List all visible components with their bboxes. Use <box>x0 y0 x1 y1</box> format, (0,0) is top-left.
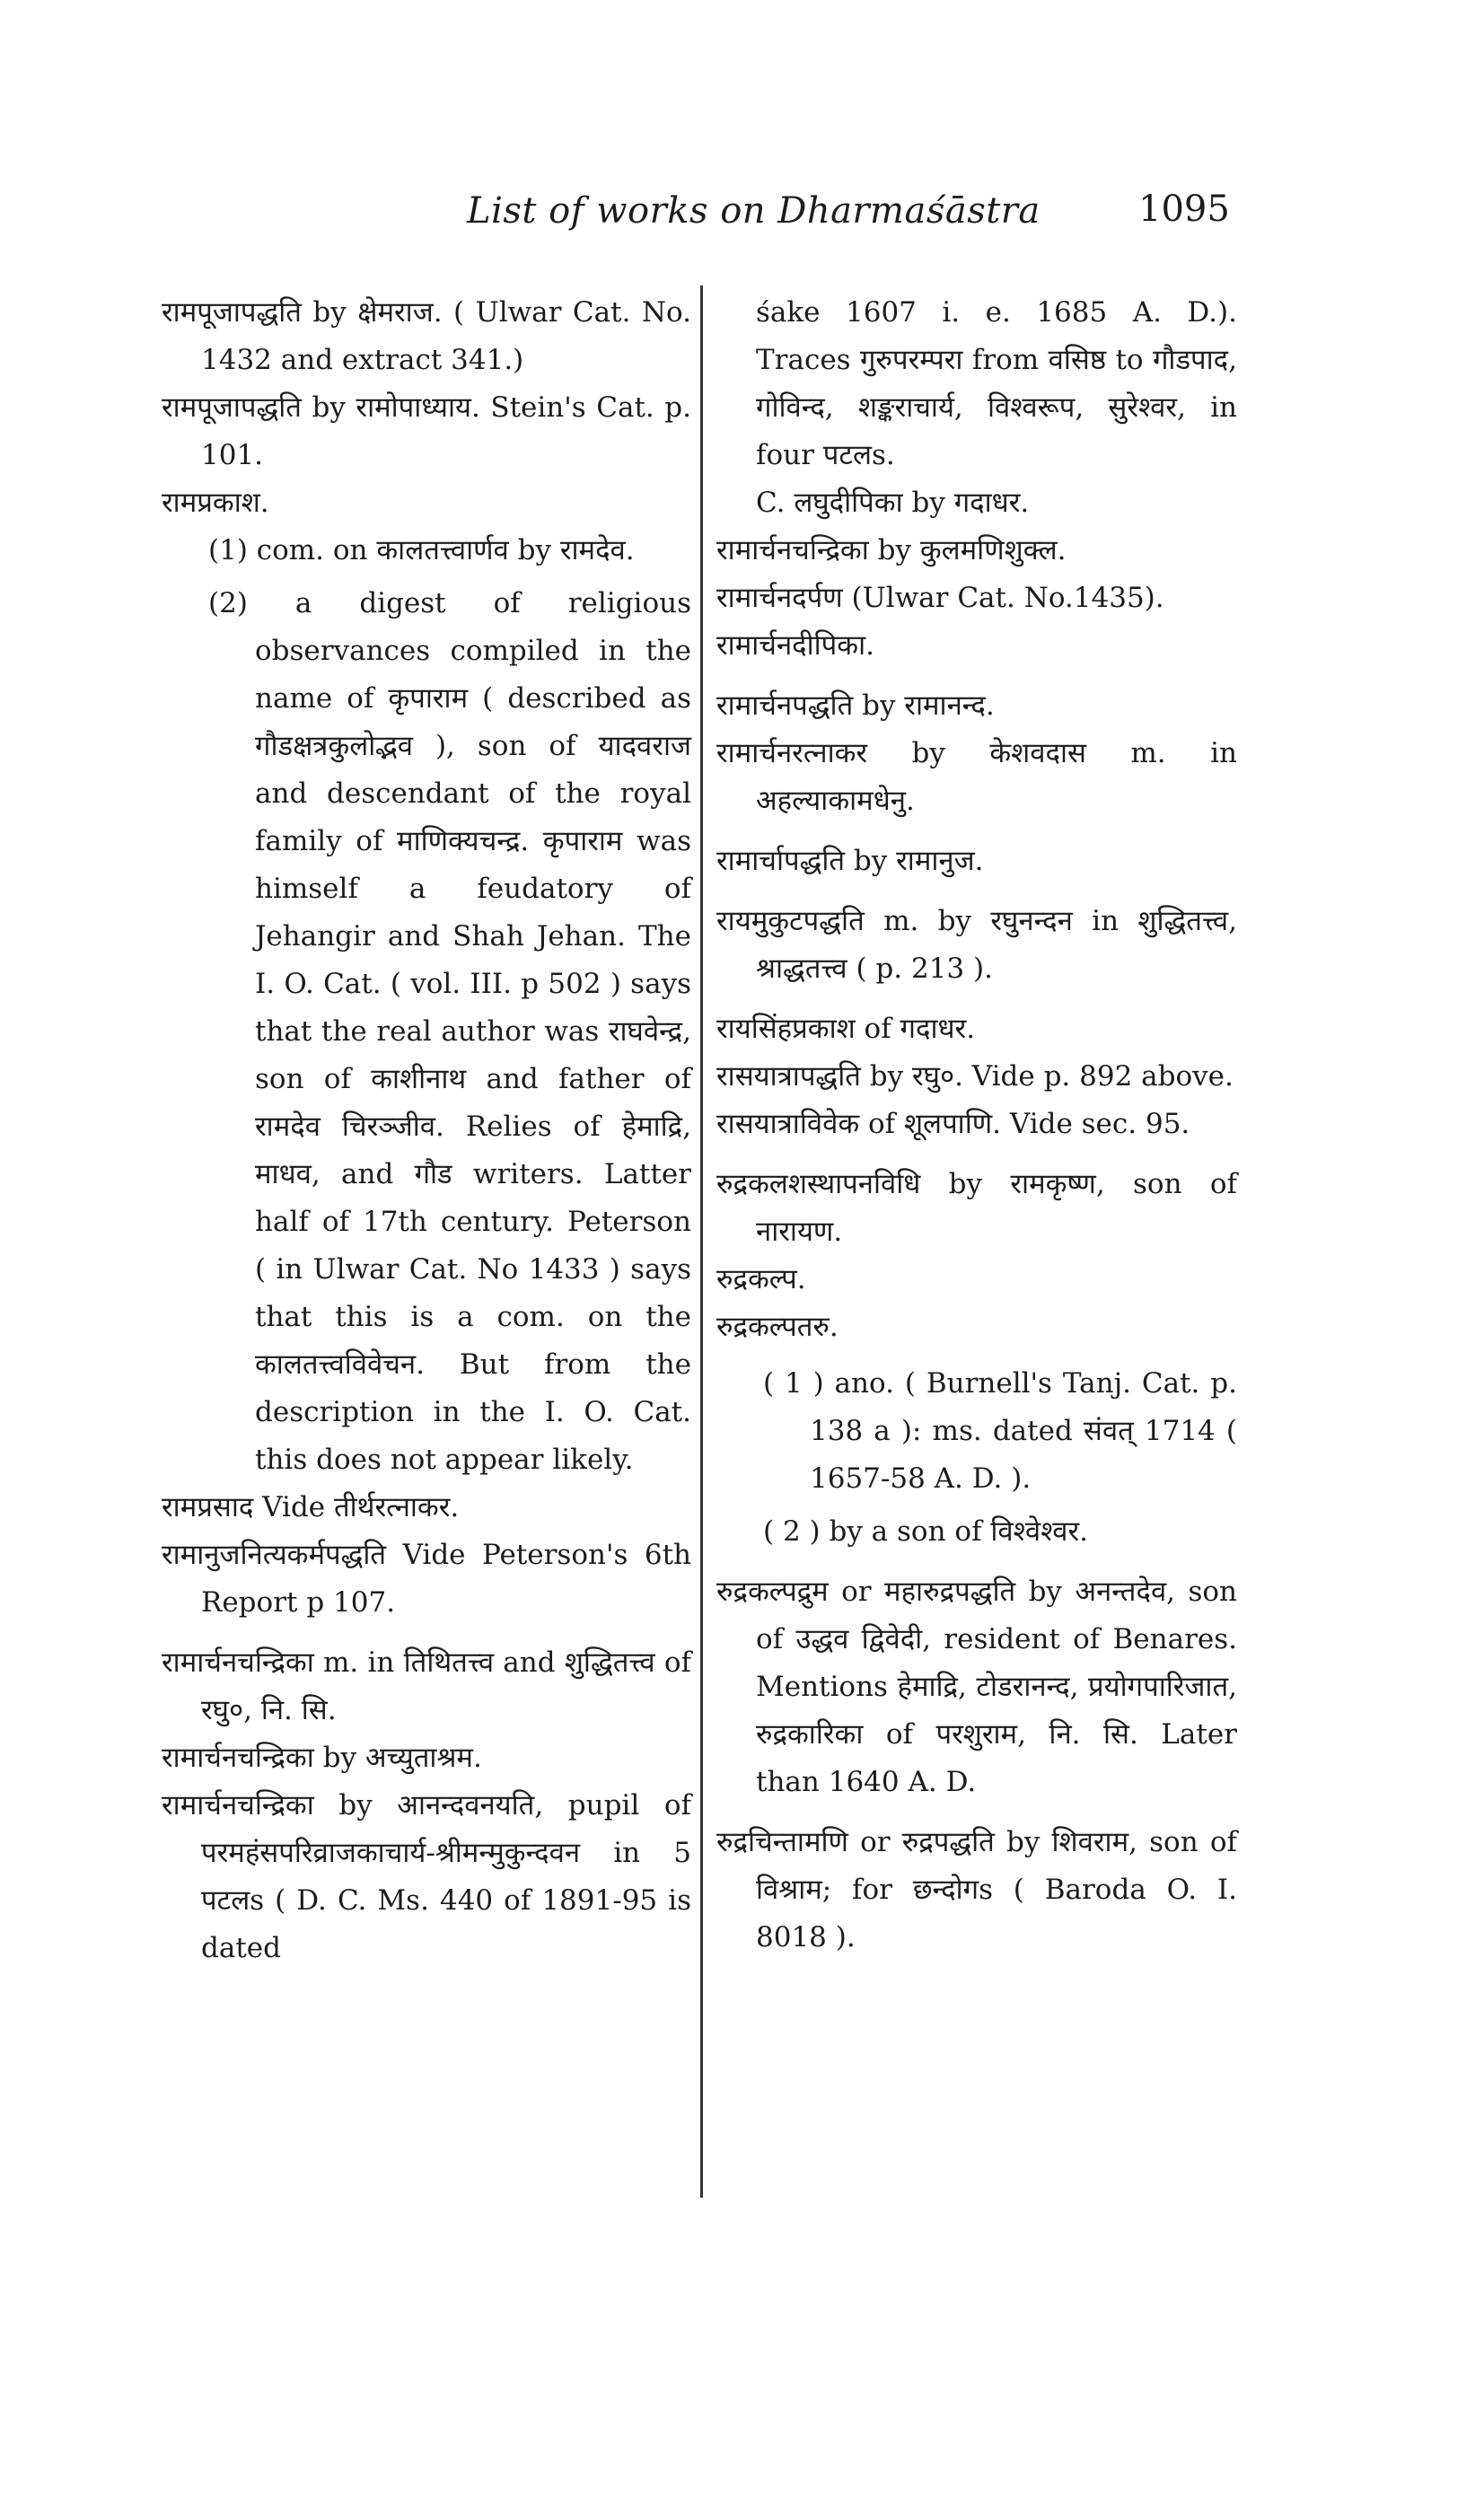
entry-text: रुद्रकल्पद्रुम or महारुद्रपद्धति by अनन्तदेव, son of उद्धव द्विवेदी, resident of Benares. Mentions हेमाद्रि, टोडरानन्द, प्रयोगपारिजात, रुद्रकारिका of परशुराम, नि. सि. Later than 1640 A. D. <box>716 1576 1237 1798</box>
entry-heading: रामप्रकाश. <box>162 487 269 519</box>
entry-text: रामप्रसाद Vide तीर्थरत्नाकर. <box>162 1491 460 1523</box>
entry-subitem: ( 2 ) by a son of विश्वेश्वर. <box>763 1515 1089 1548</box>
entry <box>716 1256 1237 1304</box>
entry-text: रामार्चनचन्द्रिका m. in तिथितत्त्व and शुद्धितत्त्व of रघु०, नि. सि. <box>162 1646 691 1726</box>
entry-text: रामार्चनरत्नाकर by केशवदास m. in अहल्याकामधेनु. <box>716 737 1237 817</box>
left-column <box>162 289 691 1972</box>
entry <box>716 622 1237 670</box>
entry <box>162 479 691 1484</box>
continued-text: C. लघुदीपिका by गदाधर. <box>756 487 1030 519</box>
entry-text: रामार्चनचन्द्रिका by कुलमणिशुक्ल. <box>716 534 1067 566</box>
entry-subitem: (2) a digest of religious observances compiled in the name of कृपाराम ( described as गौडक्षत्रकुलोद्भव ), son of यादवराज and descendant of the royal family of माणिक्यचन्द्र. कृपाराम was himself a feudatory of Jehangir and Shah Jehan. The I. O. Cat. ( vol. III. p 502 ) says that the real author was राघवेन्द्र, son of काशीनाथ and father of रामदेव चिरञ्जीव. Relies of हेमाद्रि, माधव, and गौड writers. Latter half of 17th century. Peterson ( in Ulwar Cat. No 1433 ) says that this is a com. on the कालतत्त्वविवेचन. But from the description in the I. O. Cat. this does not appear likely. <box>208 587 691 1476</box>
entry <box>716 1819 1237 1962</box>
page-number: 1095 <box>1138 189 1230 230</box>
entry <box>716 1053 1237 1101</box>
entry <box>162 384 691 479</box>
entry <box>716 898 1237 993</box>
entry <box>162 1484 691 1532</box>
entry <box>162 1532 691 1627</box>
entry-text: रुद्रकल्प. <box>716 1263 806 1295</box>
entry <box>162 1734 691 1782</box>
entry-text: रायमुकुटपद्धति m. by रघुनन्दन in शुद्धितत्त्व, श्राद्धतत्त्व ( p. 213 ). <box>716 905 1237 985</box>
entry-subitem: ( 1 ) ano. ( Burnell's Tanj. Cat. p. 138 a ): ms. dated संवत् 1714 ( 1657-58 A. D. ). <box>763 1367 1237 1495</box>
entry <box>716 1161 1237 1256</box>
entry-text: रामार्चनपद्धति by रामानन्द. <box>716 689 995 722</box>
entry-text: रासयात्राविवेक of शूलपाणि. Vide sec. 95. <box>716 1108 1190 1140</box>
running-title: List of works on Dharmaśāstra <box>467 190 1041 232</box>
continued-text: śake 1607 i. e. 1685 A. D.). Traces गुरुपरम्परा from वसिष्ठ to गौडपाद, गोविन्द, शङ्कराचार्य, विश्वरूप, सुरेश्वर, in four पटलs. <box>756 296 1237 471</box>
column-divider <box>700 285 703 2198</box>
entry <box>716 1304 1237 1556</box>
right-column <box>716 289 1237 1962</box>
entry-text: रायसिंहप्रकाश of गदाधर. <box>716 1013 976 1045</box>
entry-subitem: (1) com. on कालतत्त्वार्णव by रामदेव. <box>208 534 635 566</box>
entry-text: रासयात्रापद्धति by रघु०. Vide p. 892 above. <box>716 1060 1234 1093</box>
entry <box>162 1782 691 1972</box>
entry <box>716 575 1237 622</box>
entry <box>716 682 1237 730</box>
entry-heading: रुद्रकल्पतरु. <box>716 1311 839 1343</box>
entry <box>716 730 1237 825</box>
running-header <box>0 190 1484 244</box>
entry-text: रुद्रचिन्तामणि or रुद्रपद्धति by शिवराम, son of विश्राम; for छन्दोगs ( Baroda O. I. 8018 ). <box>716 1826 1237 1953</box>
entry <box>162 1639 691 1734</box>
entry-text: रामार्चनचन्द्रिका by अच्युताश्रम. <box>162 1742 482 1774</box>
entry-text: रुद्रकलशस्थापनविधि by रामकृष्ण, son of नारायण. <box>716 1168 1237 1248</box>
entry-text: रामानुजनित्यकर्मपद्धति Vide Peterson's 6th Report p 107. <box>162 1539 691 1619</box>
entry <box>716 838 1237 885</box>
entry <box>716 1568 1237 1806</box>
entry-text: रामपूजापद्धति by क्षेमराज. ( Ulwar Cat. No. 1432 and extract 341.) <box>162 296 691 376</box>
entry-text: रामार्चनदर्पण (Ulwar Cat. No.1435). <box>716 582 1164 614</box>
entry-text: रामार्चनचन्द्रिका by आनन्दवनयति, pupil of परमहंसपरिव्राजकाचार्य-श्रीमन्मुकुन्दवन in 5 पटलs ( D. C. Ms. 440 of 1891-95 is dated <box>162 1789 691 1964</box>
entry <box>716 1101 1237 1148</box>
entry-text: रामार्चापद्धति by रामानुज. <box>716 845 984 877</box>
entry <box>716 1005 1237 1053</box>
entry-continuation <box>716 289 1237 527</box>
entry-text: रामार्चनदीपिका. <box>716 629 874 662</box>
entry <box>162 289 691 384</box>
entry-text: रामपूजापद्धति by रामोपाध्याय. Stein's Cat. p. 101. <box>162 391 691 471</box>
entry <box>716 527 1237 575</box>
